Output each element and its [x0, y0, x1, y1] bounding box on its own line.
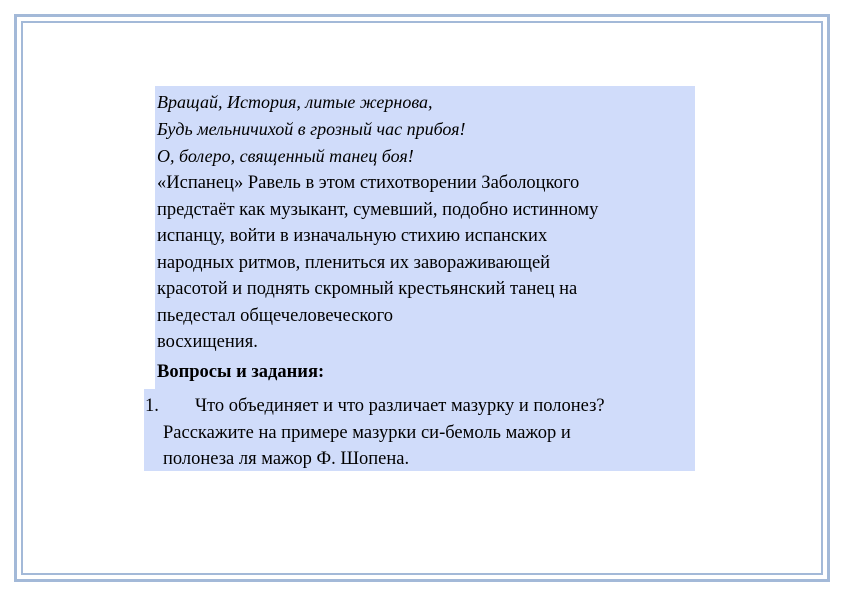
tasks-heading: Вопросы и задания:	[157, 362, 325, 382]
task-line: Расскажите на примере мазурки си-бемоль мажор и	[163, 422, 571, 443]
commentary-paragraph	[155, 168, 695, 357]
tasks-heading-block	[155, 357, 695, 389]
paragraph-line: восхищения.	[157, 332, 258, 352]
paragraph-line: пьедестал общечеловеческого	[157, 305, 394, 326]
task-text: Что объединяет и что различает мазурку и полонез?	[195, 396, 605, 416]
poem-quote	[155, 86, 695, 168]
task-item	[144, 389, 695, 471]
paragraph-line: красотой и поднять скромный крестьянский танец на	[157, 279, 578, 299]
task-number: 1.	[145, 396, 159, 416]
paragraph-line: народных ритмов, плениться их завораживающей	[157, 252, 551, 273]
paragraph-line: «Испанец» Равель в этом стихотворении Заболоцкого	[157, 173, 580, 193]
task-line	[144, 393, 695, 420]
paragraph-line: испанцу, войти в изначальную стихию испанских	[157, 226, 548, 246]
paragraph-line: предстаёт как музыкант, сумевший, подобно истинному	[157, 199, 599, 220]
task-line: полонеза ля мажор Ф. Шопена.	[163, 449, 410, 469]
poem-line: Вращай, История, литые жернова,	[157, 92, 433, 112]
poem-line: Будь мельничихой в грозный час прибоя!	[157, 119, 466, 139]
poem-line: О, болеро, священный танец боя!	[157, 146, 414, 166]
